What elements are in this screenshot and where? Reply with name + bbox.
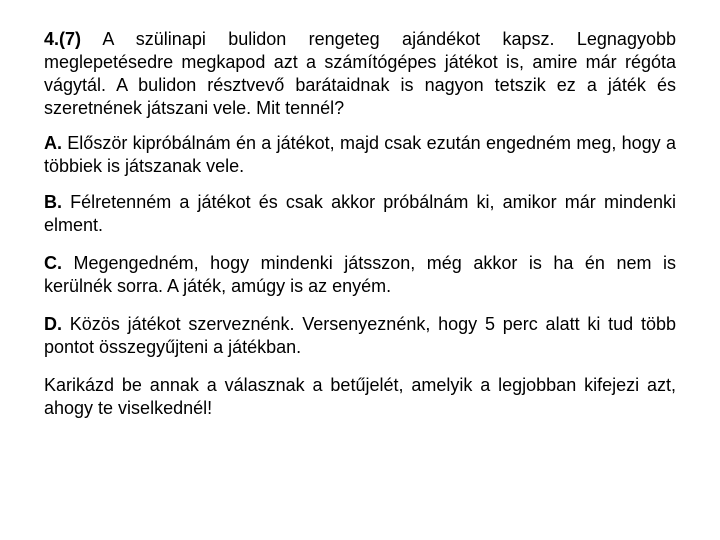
option-b-text: Félretenném a játékot és csak akkor próbálnám ki, amikor már mindenki elment. <box>44 192 676 235</box>
option-d-text: Közös játékot szerveznénk. Versenyeznénk, hogy 5 perc alatt ki tud több pontot összegyűjteni a játékban. <box>44 314 676 357</box>
option-b[interactable] <box>44 191 676 237</box>
document-page <box>44 28 676 420</box>
option-d[interactable] <box>44 313 676 359</box>
option-c-text: Megengedném, hogy mindenki játsszon, még akkor is ha én nem is kerülnék sorra. A játék, amúgy is az enyém. <box>44 253 676 296</box>
option-b-letter: B. <box>44 192 62 212</box>
instruction-text: Karikázd be annak a válasznak a betűjelét, amelyik a legjobban kifejezi azt, ahogy te viselkednél! <box>44 375 676 418</box>
question-text: A szülinapi bulidon rengeteg ajándékot kapsz. Legnagyobb meglepetésedre megkapod azt a számítógépes játékot is, amire már régóta vágytál. A bulidon résztvevő barátaidnak is nagyon tetszik ez a játék és szeretnének játszani vele. Mit tennél? <box>44 29 676 118</box>
option-c-letter: C. <box>44 253 62 273</box>
option-a-letter: A. <box>44 133 62 153</box>
option-c[interactable] <box>44 252 676 298</box>
question-number: 4.(7) <box>44 29 82 49</box>
option-a-text: Először kipróbálnám én a játékot, majd csak ezután engedném meg, hogy a többiek is játszanak vele. <box>44 133 676 176</box>
option-d-letter: D. <box>44 314 62 334</box>
question-paragraph <box>44 28 676 120</box>
option-a[interactable] <box>44 132 676 178</box>
